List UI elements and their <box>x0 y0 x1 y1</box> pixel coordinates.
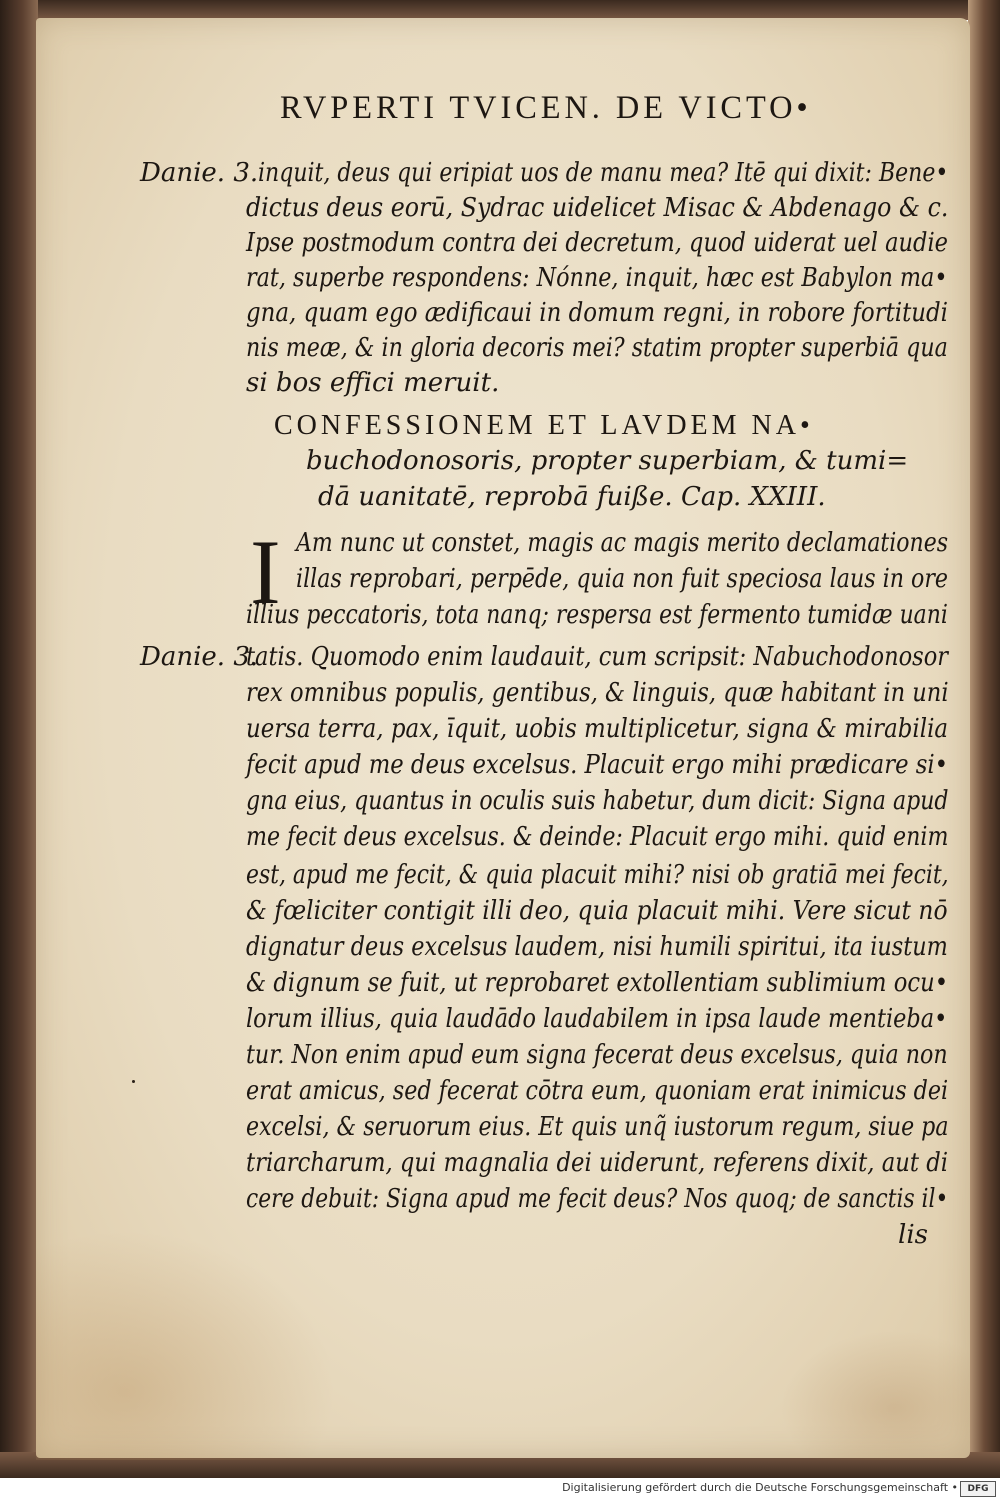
text-line: rex omnibus populis, gentibus, & linguis, quæ habitant in uni <box>246 678 949 708</box>
text-line: lorum illius, quia laudādo laudabilem in ipsa laude mentieba• <box>246 1004 948 1034</box>
text-line: fecit apud me deus excelsus. Placuit ergo mihi prædicare si• <box>246 750 949 780</box>
text-line: dictus deus eorū, Sydrac uidelicet Misac & Abdenago & c. <box>246 193 949 223</box>
text-line: rat, superbe respondens: Nónne, inquit, hæc est Babylon ma• <box>246 263 948 293</box>
text-line: gna eius, quantus in oculis suis habetur, dum dicit: Signa apud <box>246 786 949 816</box>
running-head: RVPERTI TVICEN. DE VICTO• <box>280 90 812 126</box>
digitization-credit: Digitalisierung gefördert durch die Deutsche Forschungsgemeinschaft • <box>562 1481 958 1494</box>
chapter-heading: CONFESSIONEM ET LAVDEM NA• <box>274 410 814 441</box>
ink-speck <box>132 1080 135 1083</box>
text-line: cere debuit: Signa apud me fecit deus? Nos quoq; de sanctis il• <box>246 1184 949 1214</box>
text-line: me fecit deus excelsus. & deinde: Placuit ergo mihi. quid enim <box>246 822 949 852</box>
text-line: nis meæ, & in gloria decoris mei? statim propter superbiā qua <box>246 333 948 363</box>
book-edge-right <box>968 0 1000 1478</box>
margin-note: Danie. 3. <box>140 642 259 672</box>
text-line: triarcharum, qui magnalia dei uiderunt, referens dixit, aut di <box>246 1148 949 1178</box>
catchword: lis <box>898 1220 928 1250</box>
text-line: illius peccatoris, tota nanq; respersa est fermento tumidæ uani <box>246 600 948 630</box>
text-line: uersa terra, pax, īquit, uobis multiplicetur, signa & mirabilia <box>246 714 949 744</box>
text-line: tatis. Quomodo enim laudauit, cum scripsit: Nabuchodonosor <box>246 642 949 672</box>
text-line: & fœliciter contigit illi deo, quia placuit mihi. Vere sicut nō <box>246 896 948 926</box>
book-edge-top <box>0 0 1000 20</box>
book-binding-left <box>0 0 38 1478</box>
text-line: Ipse postmodum contra dei decretum, quod uiderat uel audie <box>246 228 948 258</box>
text-line: illas reprobari, perpēde, quia non fuit speciosa laus in ore <box>296 564 949 594</box>
text-line: excelsi, & seruorum eius. Et quis unq̃ iustorum regum, siue pa <box>246 1112 949 1142</box>
text-line: inquit, deus qui eripiat uos de manu mea? Itē qui dixit: Bene• <box>258 158 949 188</box>
text-line: gna, quam ego ædificaui in domum regni, in robore fortitudi <box>246 298 948 328</box>
text-line: & dignum se fuit, ut reprobaret extollentiam sublimium ocu• <box>246 968 949 998</box>
text-line: tur. Non enim apud eum signa fecerat deus excelsus, quia non <box>246 1040 948 1070</box>
margin-note: Danie. 3. <box>140 158 259 188</box>
water-stain <box>36 1230 336 1460</box>
text-line: est, apud me fecit, & quia placuit mihi? nisi ob gratiā mei fecit, <box>246 860 949 890</box>
text-line: si bos effici meruit. <box>246 368 500 398</box>
text-line: erat amicus, sed fecerat cōtra eum, quoniam erat inimicus dei <box>246 1076 949 1106</box>
text-line: dignatur deus excelsus laudem, nisi humili spiritui, ita iustum <box>246 932 948 962</box>
water-stain-right <box>780 1330 970 1460</box>
drop-cap: I <box>250 521 281 623</box>
text-line: Am nunc ut constet, magis ac magis merito declamationes <box>296 528 949 558</box>
dfg-logo-icon: DFG <box>960 1481 996 1497</box>
chapter-heading-line: buchodonosoris, propter superbiam, & tumi= <box>306 446 909 476</box>
chapter-heading-line: dā uanitatē, reprobā fuiße. Cap. XXIII. <box>318 482 826 512</box>
